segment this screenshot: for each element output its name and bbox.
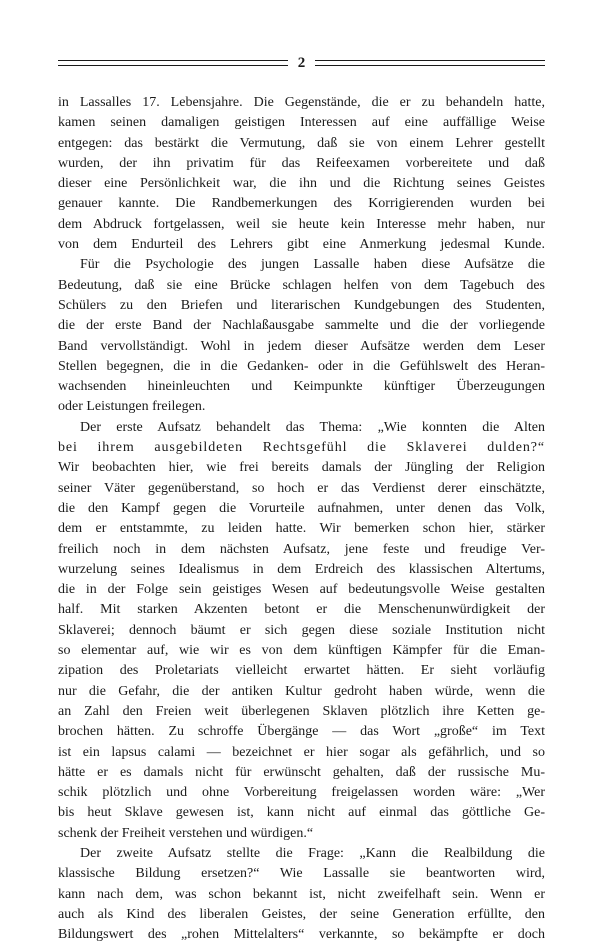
text-line: bei ihrem ausgebildeten Rechtsgefühl die Sklaverei dulden?“ <box>58 440 545 456</box>
text-line: die der erste Band der Nachlaßausgabe sammelte und die der vorliegende <box>58 318 545 334</box>
text-line: wurden, der ihn privatim für das Reifeexamen vorbereitete und daß <box>58 155 545 171</box>
text-line: Bedeutung, daß sie eine Brücke schlagen helfen von dem Tagebuch des <box>58 277 545 293</box>
text-line: wachsenden hineinleuchten und Keimpunkte künftiger Überzeugungen <box>58 379 545 395</box>
text-line: kamen seinen damaligen geistigen Interessen auf eine auffällige Weise <box>58 115 545 131</box>
text-line: nur die Gefahr, die der antiken Kultur gedroht haben würde, wenn die <box>58 683 545 699</box>
text-line: bis heut Sklave gewesen ist, kann nicht auf einmal das göttliche Ge- <box>58 805 545 821</box>
text-line: so elementar auf, wie wir es von dem künftigen Kämpfer für die Eman- <box>58 643 545 659</box>
text-line: seiner Väter gegenüberstand, so hoch er das Verdienst derer einschätzte, <box>58 480 545 496</box>
text-line: an Zahl den Freien weit überlegenen Sklaven plötzlich ihre Ketten ge- <box>58 703 545 719</box>
page-number: 2 <box>297 55 306 71</box>
text-line: Stellen begegnen, die in die Gedanken- oder in die Gefühlswelt des Heran- <box>58 358 545 374</box>
text-line: Bildungswert des „rohen Mittelalters“ verkannte, so bekämpfte er doch <box>58 927 545 943</box>
text-line: dem Abdruck fortgelassen, weil sie heute kein Interesse mehr haben, nur <box>58 216 545 232</box>
text-line: brochen hätten. Zu schroffe Übergänge — das Wort „große“ im Text <box>58 724 545 740</box>
text-line: Sklaverei; dennoch bäumt er sich gegen diese soziale Institution nicht <box>58 622 545 638</box>
text-line: entgegen: das bestärkt die Vermutung, daß sie von einem Lehrer gestellt <box>58 135 545 151</box>
text-line: genauer kannte. Die Randbemerkungen des Korrigierenden wurden bei <box>58 196 545 212</box>
text-line: Band vervollständigt. Wohl in jedem dieser Aufsätze werden dem Leser <box>58 338 545 354</box>
text-line: freilich noch in dem nächsten Aufsatz, jene feste und freudige Ver- <box>58 541 545 557</box>
page-header <box>58 54 545 72</box>
text-line: schik plötzlich und ohne Vorbereitung freigelassen worden wäre: „Wer <box>58 785 545 801</box>
text-line: ist ein lapsus calami — bezeichnet er hier sogar als gefährlich, und so <box>58 744 545 760</box>
text-line: Wir beobachten hier, wie frei bereits damals der Jüngling der Religion <box>58 460 545 476</box>
text-line: dieser eine Persönlichkeit war, die ihn und die Richtung seines Geistes <box>58 176 545 192</box>
text-line: wurzelung seines Idealismus in dem Erdreich des klassischen Altertums, <box>58 561 545 577</box>
text-line: schenk der Freiheit verstehen und würdigen.“ <box>58 825 314 841</box>
text-line: Der erste Aufsatz behandelt das Thema: „Wie konnten die Alten <box>80 419 545 435</box>
text-line: dem er entstammte, zu leiden hatte. Wir bemerken schon hier, stärker <box>58 521 545 537</box>
text-line: in Lassalles 17. Lebensjahre. Die Gegenstände, die er zu behandeln hatte, <box>58 95 545 110</box>
text-line: zipation des Proletariats vielleicht erwartet hätten. Er sieht vorläufig <box>58 663 545 679</box>
text-line: Schülers zu den Briefen und literarischen Kundgebungen des Studenten, <box>58 297 545 313</box>
text-line: die den Kampf gegen die Vorurteile aufnahmen, unter denen das Volk, <box>58 500 545 516</box>
text-line: von dem Endurteil des Lehrers gibt eine Anmerkung jedesmal Kunde. <box>58 237 545 253</box>
text-line: auch als Kind des liberalen Geistes, der seine Generation erfüllte, den <box>58 906 545 922</box>
text-line: klassische Bildung ersetzen?“ Wie Lassalle sie beantworten wird, <box>58 866 545 882</box>
text-line: die in der Folge sein geistiges Wesen auf bedeutungsvolle Weise gestalten <box>58 582 545 598</box>
text-line: half. Mit starken Akzenten betont er die Menschenunwürdigkeit der <box>58 602 545 618</box>
header-rule-right <box>315 60 545 66</box>
text-line: hätte er es damals nicht für erwünscht gehalten, daß der russische Mu- <box>58 764 545 780</box>
header-rule-left <box>58 60 288 66</box>
text-line: Der zweite Aufsatz stellte die Frage: „Kann die Realbildung die <box>80 845 545 861</box>
text-line: Für die Psychologie des jungen Lassalle haben diese Aufsätze die <box>80 257 545 273</box>
text-line: oder Leistungen freilegen. <box>58 399 206 415</box>
body-text <box>58 93 545 943</box>
text-line: kann nach dem, was schon bekannt ist, nicht zweifelhaft sein. Wenn er <box>58 886 545 902</box>
